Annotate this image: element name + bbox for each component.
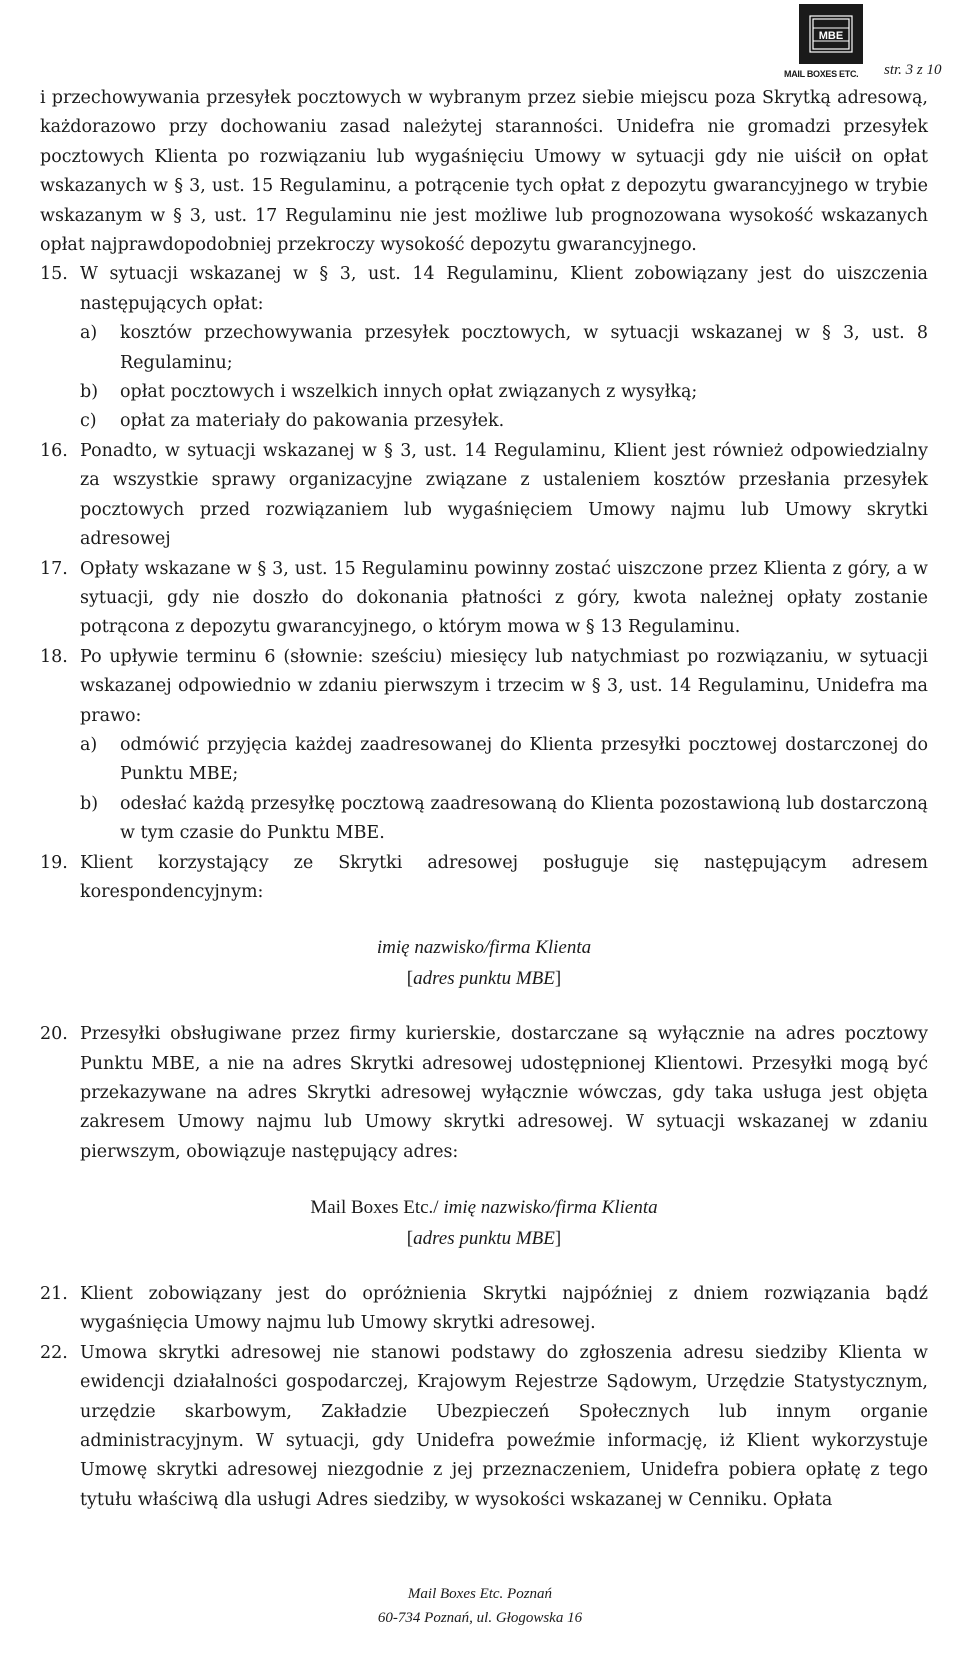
sub-item bbox=[80, 319, 928, 378]
sub-item bbox=[80, 731, 928, 790]
item-text: W sytuacji wskazanej w § 3, ust. 14 Regulaminu, Klient zobowiązany jest do uiszczenia następujących opłat: bbox=[80, 264, 928, 314]
sub-item bbox=[80, 407, 928, 436]
item-text: Klient korzystający ze Skrytki adresowej posługuje się następującym adresem korespondencyjnym: bbox=[80, 852, 928, 902]
page-number: str. 3 z 10 bbox=[884, 62, 942, 78]
brand-name: MAIL BOXES ETC. bbox=[784, 69, 859, 79]
address-line-point: adres punktu MBE bbox=[413, 967, 555, 989]
intro-paragraph: i przechowywania przesyłek pocztowych w wybranym przez siebie miejscu poza Skrytką adresową, każdorazowo przy dochowaniu zasad należytej staranności. Unidefra nie gromadzi przesyłek pocztowych Klienta po rozwiązaniu lub wygaśnięciu Umowy w sytuacji gdy nie uiścił on opłat wskazanych w § 3, ust. 15 Regulaminu, a potrącenie tych opłat z depozytu gwarancyjnego w trybie wskazanym w § 3, ust. 17 Regulaminu nie jest możliwe lub prognozowana wysokość wskazanych opłat najprawdopodobniej przekroczy wysokość depozytu gwarancyjnego. bbox=[40, 88, 928, 256]
list-item-18 bbox=[40, 643, 928, 849]
list-item-22 bbox=[40, 1339, 928, 1515]
sub-item bbox=[80, 378, 928, 407]
address-line-client: imię nazwisko/firma Klienta bbox=[443, 1197, 658, 1219]
list-item-21 bbox=[40, 1280, 928, 1339]
address-prefix: Mail Boxes Etc./ bbox=[310, 1197, 444, 1219]
address-line-client: imię nazwisko/firma Klienta bbox=[376, 937, 592, 959]
item-number: 15. bbox=[40, 264, 68, 285]
item-text: Umowa skrytki adresowej nie stanowi podstawy do zgłoszenia adresu siedziby Klienta w ewidencji działalności gospodarczej, Krajowym Rejestrze Sądowym, Urzędzie Statystycznym, urzędzie skarbowym, Zakładzie Ubezpieczeń Społecznych lub innym organie administracyjnym. W sytuacji, gdy Unidefra poweźmie informację, iż Klient wykorzystuje Umowę skrytki adresowej niezgodnie z jej przeznaczeniem, Unidefra pobiera opłatę z tego tytułu właściwą dla usługi Adres siedziby, w wysokości wskazanej w Cenniku. Opłata bbox=[80, 1342, 928, 1510]
correspondence-address bbox=[40, 933, 928, 994]
item-number: 19. bbox=[40, 852, 68, 873]
sub-item bbox=[80, 790, 928, 849]
item-text: Opłaty wskazane w § 3, ust. 15 Regulaminu powinny zostać uiszczone przez Klienta z góry, a w sytuacji, gdy nie doszło do dokonania płatności z góry, kwota należnej opłaty zostanie potrącona z depozytu gwarancyjnego, o którym mowa w § 13 Regulaminu. bbox=[80, 558, 928, 638]
sub-item-text: opłat za materiały do pakowania przesyłek. bbox=[120, 411, 505, 432]
address-bracket-open: [ bbox=[406, 967, 414, 989]
list-item-19 bbox=[40, 849, 928, 908]
list-item-20 bbox=[40, 1020, 928, 1167]
item-number: 16. bbox=[40, 440, 68, 461]
sub-item-letter: b) bbox=[80, 382, 99, 403]
item-number: 18. bbox=[40, 646, 68, 667]
regulation-text bbox=[40, 84, 928, 1515]
mbe-logo-icon bbox=[807, 12, 855, 56]
item-text: Ponadto, w sytuacji wskazanej w § 3, ust. 14 Regulaminu, Klient jest również odpowiedzialny za wszystkie sprawy organizacyjne związane z ustaleniem kosztów przesłania przesyłek pocztowych przed rozwiązaniem lub wygaśnięciem Umowy najmu lub Umowy skrytki adresowej bbox=[80, 440, 928, 550]
item-number: 21. bbox=[40, 1284, 68, 1305]
list-item-15 bbox=[40, 260, 928, 436]
item-number: 17. bbox=[40, 558, 68, 579]
address-line-point: adres punktu MBE bbox=[413, 1227, 555, 1249]
sub-item-text: kosztów przechowywania przesyłek pocztowych, w sytuacji wskazanej w § 3, ust. 8 Regulaminu; bbox=[120, 323, 928, 373]
item-number: 20. bbox=[40, 1024, 68, 1045]
address-bracket-close: ] bbox=[554, 967, 562, 989]
sub-item-text: opłat pocztowych i wszelkich innych opłat związanych z wysyłką; bbox=[120, 382, 698, 403]
address-bracket-close: ] bbox=[554, 1227, 562, 1249]
item-text: Po upływie terminu 6 (słownie: sześciu) miesięcy lub natychmiast po rozwiązaniu, w sytuacji wskazanej odpowiednio w zdaniu pierwszym i trzecim w § 3, ust. 14 Regulaminu, Unidefra ma prawo: bbox=[80, 646, 928, 726]
item-number: 22. bbox=[40, 1342, 68, 1363]
courier-address bbox=[40, 1193, 928, 1254]
sub-item-letter: b) bbox=[80, 793, 99, 814]
sub-item-text: odesłać każdą przesyłkę pocztową zaadresowaną do Klienta pozostawioną lub dostarczoną w tym czasie do Punktu MBE. bbox=[120, 793, 928, 844]
footer-address: 60-734 Poznań, ul. Głogowska 16 bbox=[377, 1610, 583, 1626]
item-text: Klient zobowiązany jest do opróżnienia Skrytki najpóźniej z dniem rozwiązania bądź wygaśnięcia Umowy najmu lub Umowy skrytki adresowej. bbox=[80, 1284, 928, 1334]
sub-item-letter: a) bbox=[80, 323, 98, 344]
mbe-logo bbox=[799, 4, 863, 64]
footer-company: Mail Boxes Etc. Poznań bbox=[407, 1586, 553, 1602]
logo-text: MBE bbox=[818, 30, 844, 42]
sub-item-text: odmówić przyjęcia każdej zaadresowanej do Klienta przesyłki pocztowej dostarczonej do Punktu MBE; bbox=[120, 734, 928, 785]
sub-item-letter: a) bbox=[80, 734, 98, 755]
item-text: Przesyłki obsługiwane przez firmy kurierskie, dostarczane są wyłącznie na adres pocztowy Punktu MBE, a nie na adres Skrytki adresowej udostępnionej Klientowi. Przesyłki mogą być przekazywane na adres Skrytki adresowej wyłącznie wówczas, gdy taka usługa jest objęta zakresem Umowy najmu lub Umowy skrytki adresowej. W sytuacji wskazanej w zdaniu pierwszym, obowiązuje następujący adres: bbox=[80, 1024, 928, 1162]
list-item-17 bbox=[40, 555, 928, 643]
list-item-16 bbox=[40, 437, 928, 555]
address-bracket-open: [ bbox=[406, 1227, 414, 1249]
sub-item-letter: c) bbox=[80, 411, 97, 432]
